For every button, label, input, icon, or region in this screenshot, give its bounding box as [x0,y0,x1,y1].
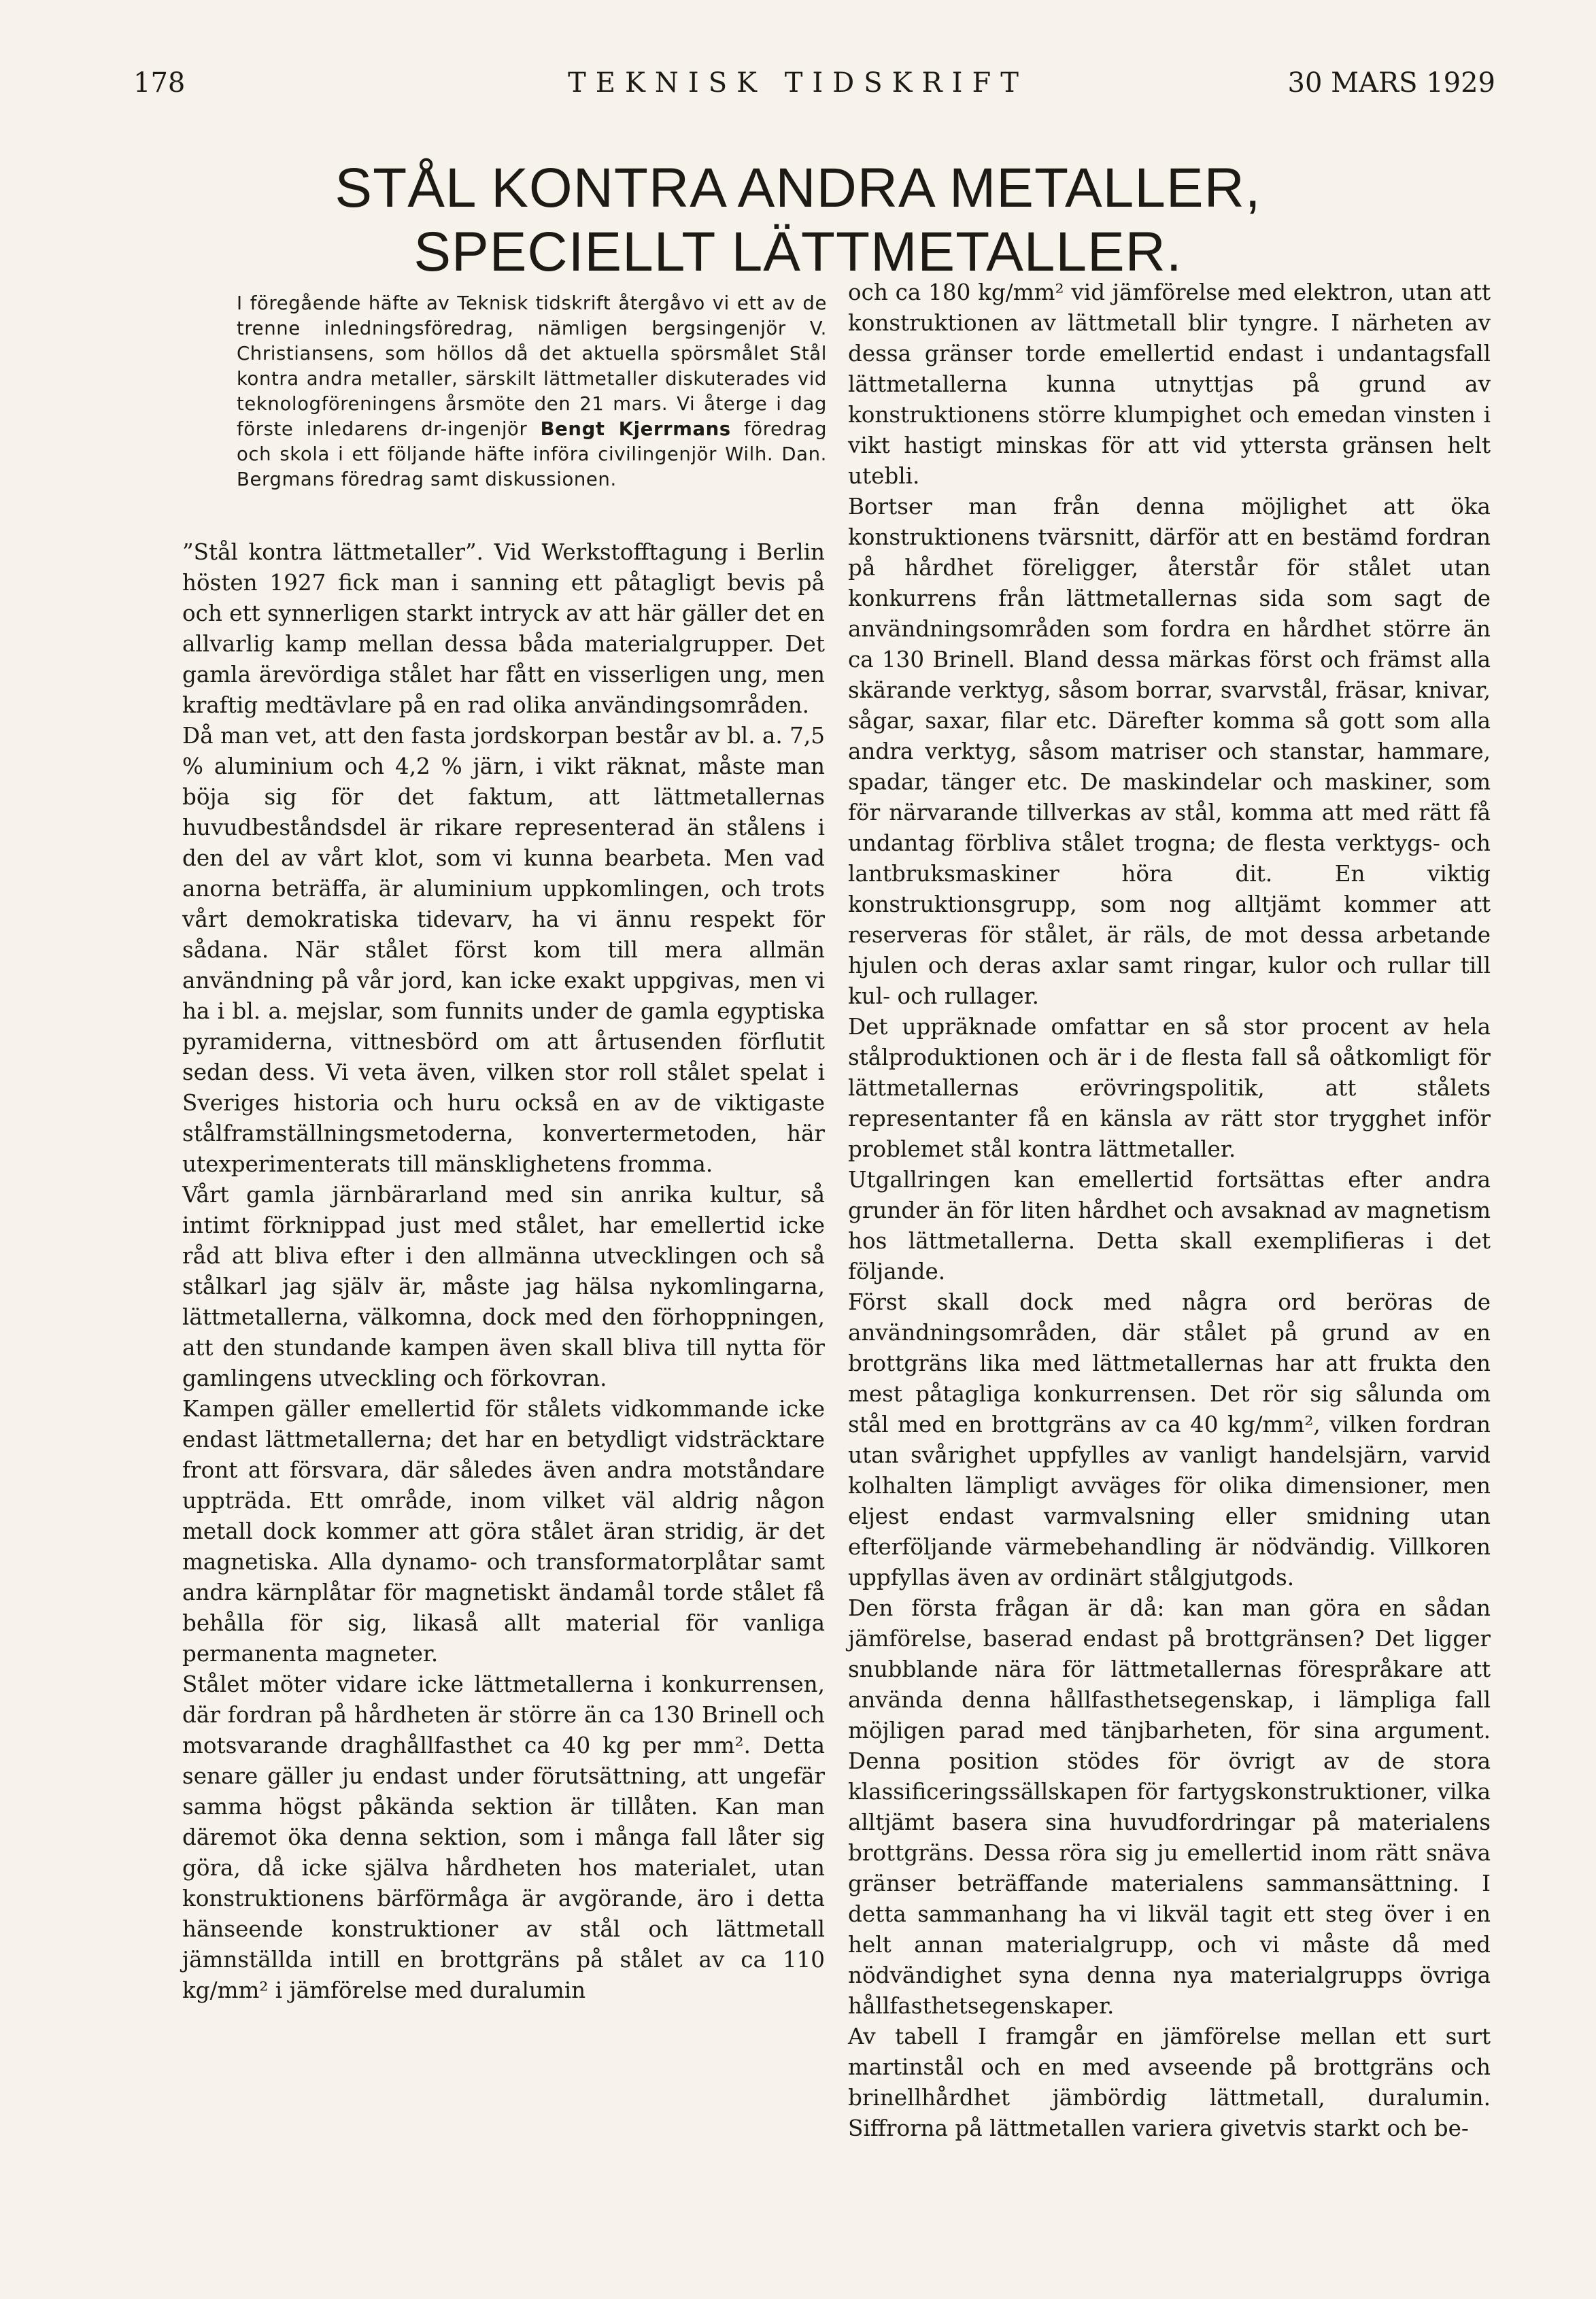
intro-text-end: föredrag och skola i ett följande häfte införa civilingenjör Wilh. Dan. Bergmans föredrag samt diskussionen. [237,418,828,490]
journal-name: TEKNISK TIDSKRIFT [568,67,1028,99]
right-column [848,277,1491,2144]
intro-text-start: I föregående häfte av Teknisk tidskrift återgåvo vi ett av de trenne inledningsföredrag, nämligen bergsingenjör V. Christiansens, som höllos då det aktuella spörsmålet Stål kontra andra metaller, särskilt lättmetaller diskuterades vid teknologföreningens årsmöte den 21 mars. Vi återge i dag förste inledarens dr-ingenjör [237,292,827,440]
left-column-text: ”Stål kontra lättmetaller”. Vid Werkstofftagung i Berlin hösten 1927 fick man i sanning ett påtagligt bevis på och ett synnerligen starkt intryck av att här gäller det en allvarlig kamp mellan dessa båda materialgrupper. Det gamla ärevördiga stålet har fått en visserligen ung, men kraftig medtävlare på en rad olika användingsområden. Då man vet, att den fasta jordskorpan består av bl. a. 7,5 % aluminium och 4,2 % järn, i vikt räknat, måste man böja sig för det faktum, att lättmetallernas huvudbeståndsdel är rikare representerad än stålens i den del av vårt klot, som vi kunna bearbeta. Men vad anorna beträffa, är aluminium uppkomlingen, och trots vårt demokratiska tidevarv, ha vi ännu respekt för sådana. När stålet först kom till mera allmän användning på vår jord, kan icke exakt uppgivas, men vi ha i bl. a. mejslar, som funnits under de gamla egyptiska pyramiderna, vittnesbörd om att årtusenden förflutit sedan dess. Vi veta även, vilken stor roll stålet spelat i Sveriges historia och huru också en av de viktigaste stålframställningsmetoderna, konvertermetoden, här utexperimenterats till mänsklighetens fromma. Vårt gamla järnbärarland med sin anrika kultur, så intimt förknippad just med stålet, har emellertid icke råd att bliva efter i den allmänna utvecklingen och så stålkarl jag själv är, måste jag hälsa nykomlingarna, lättmetallerna, välkomna, dock med den förhoppningen, att den stundande kampen även skall bliva till nytta för gamlingens utveckling och förkovran. Kampen gäller emellertid för stålets vidkommande icke endast lättmetallerna; det har en betydligt vidsträcktare front att försvara, där således även andra motståndare uppträda. Ett område, inom vilket väl aldrig någon metall dock kommer att göra stålet äran stridig, är det magnetiska. Alla dynamo- och transformatorplåtar samt andra kärnplåtar för magnetiskt ändamål torde stålet få behålla för sig, likaså allt material för vanliga permanenta magneter. Stålet möter vidare icke lättmetallerna i konkurrensen, där fordran på hårdheten är större än ca 130 Brinell och motsvarande draghållfasthet ca 40 kg per mm². Detta senare gäller ju endast under förutsättning, att ungefär samma högst påkända sektion är tillåten. Kan man däremot öka denna sektion, som i många fall låter sig göra, då icke själva hårdheten hos materialet, utan konstruktionens bärförmåga är avgörande, äro i detta hänseende konstruktioner av stål och lättmetall jämnställda intill en brottgräns på stålet av ca 110 kg/mm² i jämförelse med duralumin [182,539,825,2003]
right-column-text: och ca 180 kg/mm² vid jämförelse med elektron, utan att konstruktionen av lättmetall blir tyngre. I närheten av dessa gränser torde emellertid endast i undantagsfall lättmetallerna kunna utnyttjas på grund av konstruktionens större klumpighet och emedan vinsten i vikt hastigt minskas för att vid yttersta gränsen helt utebli. Bortser man från denna möjlighet att öka konstruktionens tvärsnitt, därför att en bestämd fordran på hårdhet föreligger, återstår för stålet utan konkurrens från lättmetallernas sida som sagt de användningsområden som fordra en hårdhet större än ca 130 Brinell. Bland dessa märkas först och främst alla skärande verktyg, såsom borrar, svarvstål, fräsar, knivar, sågar, saxar, filar etc. Därefter komma så gott som alla andra verktyg, såsom matriser och stanstar, hammare, spadar, tänger etc. De maskindelar och maskiner, som för närvarande tillverkas av stål, komma att med rätt få undantag förbliva stålet trogna; de flesta verktygs- och lantbruksmaskiner höra dit. En viktig konstruktionsgrupp, som nog alltjämt kommer att reserveras för stålet, är räls, de mot dessa arbetande hjulen och deras axlar samt ringar, kulor och rullar till kul- och rullager. Det uppräknade omfattar en så stor procent av hela stålproduktionen och är i de flesta fall så oåtkomligt för lättmetallernas erövringspolitik, att stålets representanter få en känsla av rätt stor trygghet inför problemet stål kontra lättmetaller. Utgallringen kan emellertid fortsättas efter andra grunder än för liten hårdhet och avsaknad av magnetism hos lättmetallerna. Detta skall exemplifieras i det följande. Först skall dock med några ord beröras de användningsområden, där stålet på grund av en brottgräns lika med lättmetallernas har att frukta den mest påtagliga konkurrensen. Det rör sig sålunda om stål med en brottgräns av ca 40 kg/mm², vilken fordran utan svårighet uppfylles av vanligt handelsjärn, varvid kolhalten lämpligt avväges för olika dimensioner, men eljest endast varmvalsning eller smidning utan efterföljande värmebehandling är nödvändig. Villkoren uppfyllas även av ordinärt stålgjutgods. Den första frågan är då: kan man göra en sådan jämförelse, baserad endast på brottgränsen? Det ligger snubblande nära för lättmetallernas förespråkare att använda denna hållfasthetsegenskap, i lämpliga fall möjligen parad med tänjbarheten, för sina argument. Denna position stödes för övrigt av de stora klassificeringssällskapen för fartygskonstruktioner, vilka alltjämt basera sina huvudfordringar på materialens brottgräns. Dessa röra sig ju emellertid inom rätt snäva gränser beträffande materialens sammansättning. I detta sammanhang ha vi likväl tagit ett steg över i en helt annan materialgrupp, och vi måste då med nödvändighet syna denna nya materialgrupps övriga hållfasthetsegenskaper. Av tabell I framgår en jämförelse mellan ett surt martinstål och en med avseende på brottgräns och brinellhårdhet jämbördig lättmetall, duralumin. Siffrorna på lättmetallen variera givetvis starkt och be- [848,279,1491,2141]
left-column [182,277,828,2006]
page-number: 178 [133,67,186,99]
article-title: STÅL KONTRA ANDRA METALLER, SPECIELLT LÄTTMETALLER. [335,157,1261,283]
author-name: Bengt Kjerrmans [540,418,731,440]
editorial-intro [237,291,827,492]
issue-date: 30 MARS 1929 [1287,67,1495,99]
